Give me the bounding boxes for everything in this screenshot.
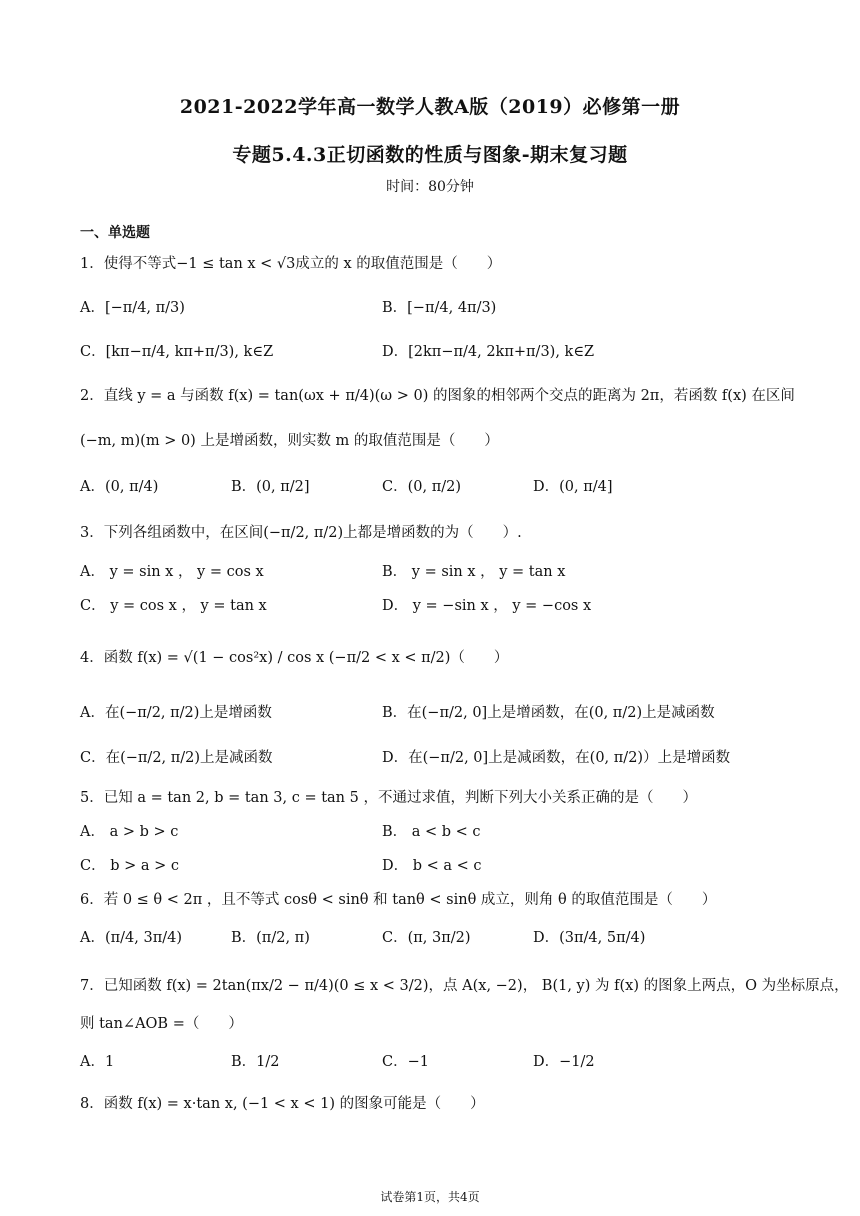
question-6-option-d: D．(3π/4, 5π/4) [533, 930, 646, 946]
question-6-stem: 6．若 0 ≤ θ < 2π ，且不等式 cosθ < sinθ 和 tanθ < sinθ 成立，则角 θ 的取值范围是（ ） [80, 892, 717, 908]
question-7-option-d: D．−1/2 [533, 1054, 595, 1070]
question-8-stem: 8．函数 f(x) = x·tan x, (−1 < x < 1) 的图象可能是（ ） [80, 1096, 485, 1112]
question-7-stem: 7．已知函数 f(x) = 2tan(πx/2 − π/4)(0 ≤ x < 3/2)，点 A(x, −2)， B(1, y) 为 f(x) 的图象上两点，O 为坐标原点， [80, 978, 849, 994]
question-2-option-a: A．(0, π/4) [80, 479, 159, 495]
question-2-option-b: B．(0, π/2] [231, 479, 310, 495]
question-3-option-d: D． y = −sin x ， y = −cos x [382, 598, 592, 614]
question-7-option-a: A．1 [80, 1054, 115, 1070]
topic-title: 专题5.4.3正切函数的性质与图象-期末复习题 [232, 144, 628, 166]
question-2-option-c: C．(0, π/2) [382, 479, 461, 495]
question-7-option-b: B．1/2 [231, 1054, 280, 1070]
question-2-option-d: D．(0, π/4] [533, 479, 613, 495]
question-3-option-c: C． y = cos x ， y = tan x [80, 598, 267, 614]
question-2-stem-continued: (−m, m)(m > 0) 上是增函数，则实数 m 的取值范围是（ ） [80, 433, 499, 449]
question-6-option-c: C．(π, 3π/2) [382, 930, 471, 946]
question-3-stem: 3．下列各组函数中，在区间(−π/2, π/2)上都是增函数的为（ ）. [80, 525, 522, 541]
question-5-option-d: D． b < a < c [382, 858, 482, 874]
question-1-option-a: A．[−π/4, π/3) [80, 300, 185, 316]
document-title: 2021-2022学年高一数学人教A版（2019）必修第一册 [179, 96, 681, 118]
question-1-option-d: D．[2kπ−π/4, 2kπ+π/3), k∈Z [382, 344, 595, 360]
question-5-stem: 5．已知 a = tan 2, b = tan 3, c = tan 5 ，不通过求值，判断下列大小关系正确的是（ ） [80, 790, 697, 806]
question-4-option-a: A．在(−π/2, π/2)上是增函数 [80, 705, 272, 721]
question-4-option-b: B．在(−π/2, 0]上是增函数，在(0, π/2)上是减函数 [382, 705, 715, 721]
question-1-option-b: B．[−π/4, 4π/3) [382, 300, 497, 316]
question-1-stem: 1．使得不等式−1 ≤ tan x < √3成立的 x 的取值范围是（ ） [80, 256, 502, 272]
question-4-option-d: D．在(−π/2, 0]上是减函数，在(0, π/2)）上是增函数 [382, 750, 731, 766]
page-footer: 试卷第1页，共4页 [380, 1190, 480, 1204]
question-7-stem-continued: 则 tan∠AOB =（ ） [80, 1016, 243, 1032]
question-1-option-c: C．[kπ−π/4, kπ+π/3), k∈Z [80, 344, 274, 360]
question-5-option-b: B． a < b < c [382, 824, 481, 840]
question-3-option-b: B． y = sin x ， y = tan x [382, 564, 566, 580]
question-3-option-a: A． y = sin x ， y = cos x [80, 564, 264, 580]
question-6-option-a: A．(π/4, 3π/4) [80, 930, 183, 946]
time-limit: 时间：80分钟 [386, 179, 474, 195]
question-5-option-a: A． a > b > c [80, 824, 179, 840]
section-heading: 一、单选题 [80, 225, 150, 241]
question-5-option-c: C． b > a > c [80, 858, 179, 874]
question-7-option-c: C．−1 [382, 1054, 429, 1070]
question-4-stem: 4．函数 f(x) = √(1 − cos²x) / cos x (−π/2 < x < π/2)（ ） [80, 650, 509, 666]
question-2-stem: 2．直线 y = a 与函数 f(x) = tan(ωx + π/4)(ω > 0) 的图象的相邻两个交点的距离为 2π，若函数 f(x) 在区间 [80, 388, 795, 404]
question-6-option-b: B．(π/2, π) [231, 930, 310, 946]
question-4-option-c: C．在(−π/2, π/2)上是减函数 [80, 750, 273, 766]
